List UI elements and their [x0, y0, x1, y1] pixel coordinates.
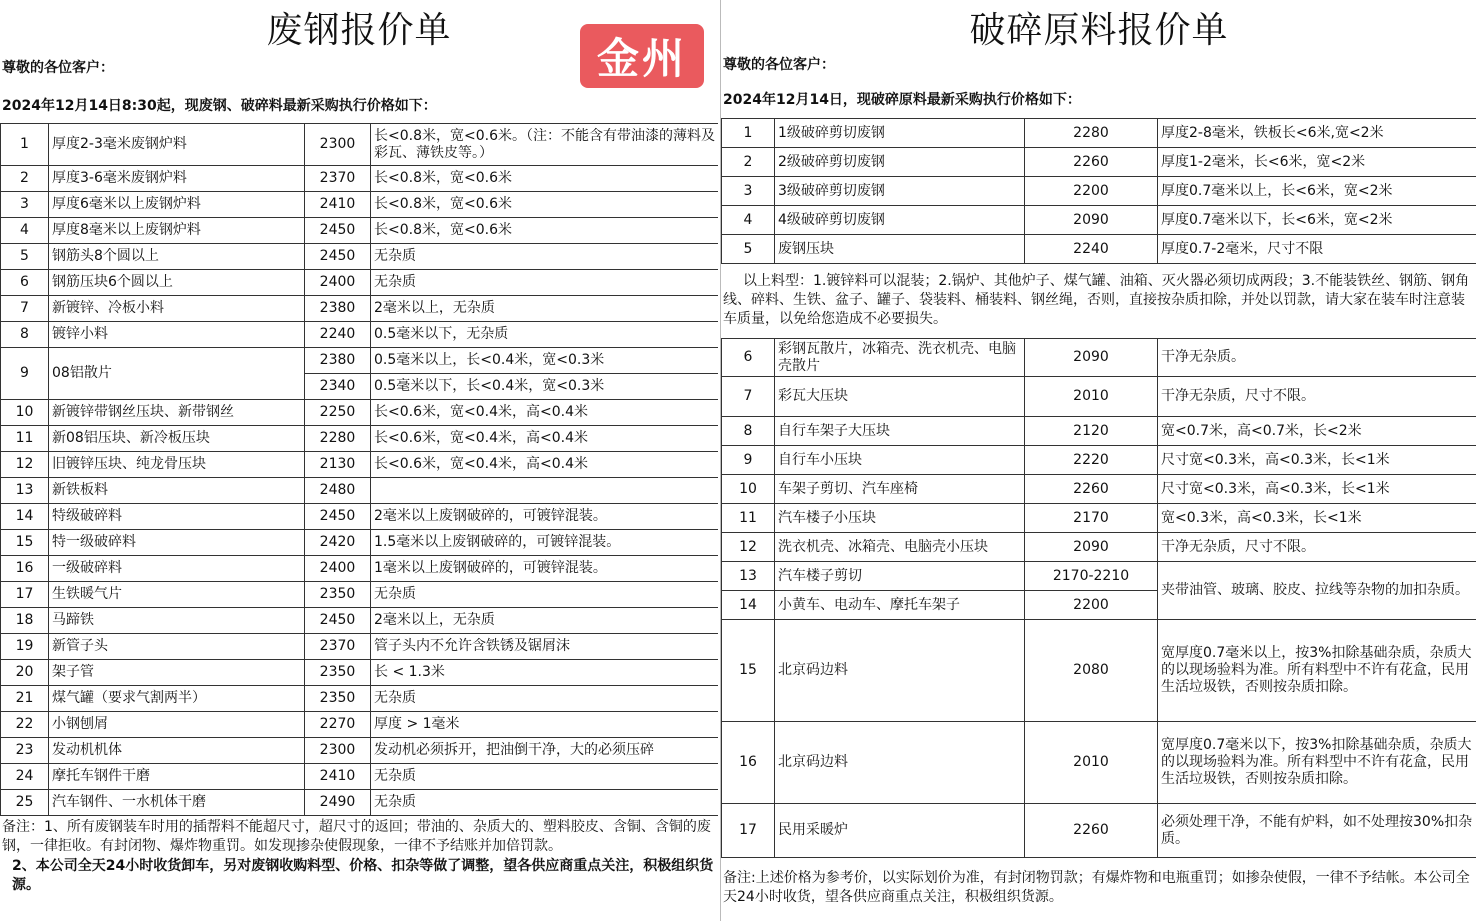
item-spec: 干净无杂质，尺寸不限。 — [1158, 377, 1476, 417]
row-number: 9 — [722, 446, 775, 475]
item-name: 自行车架子大压块 — [775, 417, 1025, 446]
table-row — [722, 339, 1476, 377]
item-name: 架子管 — [49, 660, 305, 686]
row-number: 8 — [722, 417, 775, 446]
row-number: 22 — [1, 712, 49, 738]
item-name: 特级破碎料 — [49, 504, 305, 530]
table-row — [1, 426, 719, 452]
table-row — [722, 475, 1476, 504]
item-price: 2090 — [1025, 339, 1158, 377]
item-spec: 0.5毫米以下，无杂质 — [371, 322, 719, 348]
item-spec: 0.5毫米以上，长<0.4米，宽<0.3米 — [371, 348, 719, 374]
item-name: 小黄车、电动车、摩托车架子 — [775, 591, 1025, 620]
row-number: 5 — [722, 235, 775, 264]
location-badge: 金州 — [580, 24, 704, 88]
row-number: 9 — [1, 348, 49, 400]
price-table-bottom — [721, 338, 1476, 858]
row-number: 7 — [722, 377, 775, 417]
item-spec: 厚度0.7-2毫米，尺寸不限 — [1158, 235, 1476, 264]
item-spec: 无杂质 — [371, 244, 719, 270]
item-name: 钢筋压块6个圆以上 — [49, 270, 305, 296]
item-name: 钢筋头8个圆以上 — [49, 244, 305, 270]
table-row — [1, 296, 719, 322]
item-price: 2130 — [305, 452, 371, 478]
row-number: 12 — [1, 452, 49, 478]
item-price: 2170 — [1025, 504, 1158, 533]
item-spec: 厚度1-2毫米，长<6米，宽<2米 — [1158, 148, 1476, 177]
row-number: 8 — [1, 322, 49, 348]
sheet-title: 破碎原料报价单 — [969, 10, 1229, 51]
row-number: 3 — [1, 192, 49, 218]
table-row — [1, 530, 719, 556]
row-number: 15 — [1, 530, 49, 556]
item-price: 2240 — [305, 322, 371, 348]
table-row — [722, 562, 1476, 591]
crushed-material-price-sheet — [720, 0, 1476, 921]
row-number: 5 — [1, 244, 49, 270]
item-name: 新镀锌带钢丝压块、新带钢丝 — [49, 400, 305, 426]
table-row — [1, 738, 719, 764]
item-price: 2200 — [1025, 177, 1158, 206]
item-spec: 1.5毫米以上废钢破碎的，可镀锌混装。 — [371, 530, 719, 556]
row-number: 2 — [722, 148, 775, 177]
item-name: 厚度3-6毫米废钢炉料 — [49, 166, 305, 192]
item-spec: 2毫米以上废钢破碎的，可镀锌混装。 — [371, 504, 719, 530]
item-spec — [371, 478, 719, 504]
item-spec: 发动机必须拆开，把油倒干净，大的必须压碎 — [371, 738, 719, 764]
item-name: 小钢刨屑 — [49, 712, 305, 738]
item-spec: 尺寸宽<0.3米，高<0.3米，长<1米 — [1158, 446, 1476, 475]
row-number: 1 — [722, 119, 775, 148]
item-name: 汽车钢件、一水机体干磨 — [49, 790, 305, 816]
price-table-top — [721, 118, 1476, 264]
item-name: 4级破碎剪切废钢 — [775, 206, 1025, 235]
table-row — [1, 634, 719, 660]
item-name: 彩钢瓦散片，冰箱壳、洗衣机壳、电脑壳散片 — [775, 339, 1025, 377]
item-spec: 管子头内不允许含铁锈及锯屑沫 — [371, 634, 719, 660]
item-name: 新铁板料 — [49, 478, 305, 504]
item-price: 2450 — [305, 218, 371, 244]
item-name: 2级破碎剪切废钢 — [775, 148, 1025, 177]
item-spec: 2毫米以上，无杂质 — [371, 608, 719, 634]
table-row — [1, 400, 719, 426]
table-row — [1, 712, 719, 738]
greeting: 尊敬的各位客户： — [723, 57, 835, 73]
item-spec: 尺寸宽<0.3米，高<0.3米，长<1米 — [1158, 475, 1476, 504]
item-name: 新镀锌、冷板小料 — [49, 296, 305, 322]
table-row — [722, 119, 1476, 148]
item-spec: 厚度0.7毫米以下，长<6米，宽<2米 — [1158, 206, 1476, 235]
item-name: 厚度6毫米以上废钢炉料 — [49, 192, 305, 218]
item-spec: 宽<0.3米，高<0.3米，长<1米 — [1158, 504, 1476, 533]
item-price: 2350 — [305, 582, 371, 608]
remark-1: 备注：1、所有废钢装车时用的插帮料不能超尺寸，超尺寸的返回；带油的、杂质大的、塑料胶皮、含铜、含铜的废钢，一律拒收。有封闭物、爆炸物重罚。如发现掺杂使假现象，一律不予结账并加倍罚款。 — [2, 819, 711, 854]
item-spec: 长<0.6米，宽<0.4米，高<0.4米 — [371, 426, 719, 452]
item-price: 2300 — [305, 738, 371, 764]
item-price: 2450 — [305, 608, 371, 634]
row-number: 10 — [1, 400, 49, 426]
item-price: 2280 — [305, 426, 371, 452]
item-name: 汽车楼子小压块 — [775, 504, 1025, 533]
item-name: 北京码边料 — [775, 722, 1025, 804]
item-name: 一级破碎料 — [49, 556, 305, 582]
item-spec: 夹带油管、玻璃、胶皮、拉线等杂物的加扣杂质。 — [1158, 562, 1476, 620]
row-number: 7 — [1, 296, 49, 322]
item-price: 2450 — [305, 504, 371, 530]
row-number: 2 — [1, 166, 49, 192]
item-price: 2480 — [305, 478, 371, 504]
item-price: 2490 — [305, 790, 371, 816]
item-price: 2200 — [1025, 591, 1158, 620]
row-number: 3 — [722, 177, 775, 206]
item-name: 厚度8毫米以上废钢炉料 — [49, 218, 305, 244]
item-name: 1级破碎剪切废钢 — [775, 119, 1025, 148]
item-spec: 长<0.8米，宽<0.6米。（注：不能含有带油漆的薄料及彩瓦、薄铁皮等。） — [371, 124, 719, 166]
item-price: 2170-2210 — [1025, 562, 1158, 591]
table-row — [722, 504, 1476, 533]
item-name: 新管子头 — [49, 634, 305, 660]
item-price: 2260 — [1025, 148, 1158, 177]
table-row — [722, 235, 1476, 264]
item-price: 2380 — [305, 348, 371, 374]
table-row — [722, 804, 1476, 858]
table-row — [1, 764, 719, 790]
item-price: 2090 — [1025, 206, 1158, 235]
item-spec: 无杂质 — [371, 790, 719, 816]
item-name: 3级破碎剪切废钢 — [775, 177, 1025, 206]
item-name: 厚度2-3毫米废钢炉料 — [49, 124, 305, 166]
item-name: 汽车楼子剪切 — [775, 562, 1025, 591]
item-price: 2250 — [305, 400, 371, 426]
item-name: 特一级破碎料 — [49, 530, 305, 556]
item-name: 镀锌小料 — [49, 322, 305, 348]
row-number: 4 — [722, 206, 775, 235]
table-row — [1, 244, 719, 270]
item-price: 2010 — [1025, 722, 1158, 804]
item-name: 北京码边料 — [775, 620, 1025, 722]
row-number: 14 — [1, 504, 49, 530]
item-price: 2450 — [305, 244, 371, 270]
item-price: 2090 — [1025, 533, 1158, 562]
item-price: 2300 — [305, 124, 371, 166]
table-row — [1, 608, 719, 634]
table-row — [1, 452, 719, 478]
item-spec: 长<0.8米，宽<0.6米 — [371, 166, 719, 192]
table-row — [1, 556, 719, 582]
item-spec: 宽厚度0.7毫米以下，按3%扣除基础杂质，杂质大的以现场验料为准。所有料型中不许有花盒，民用生活垃圾铁，否则按杂质扣除。 — [1158, 722, 1476, 804]
table-row — [722, 206, 1476, 235]
sheet-title: 废钢报价单 — [266, 10, 452, 51]
table-row — [722, 417, 1476, 446]
item-name: 新08铝压块、新冷板压块 — [49, 426, 305, 452]
row-number: 25 — [1, 790, 49, 816]
table-row — [722, 148, 1476, 177]
item-spec: 干净无杂质，尺寸不限。 — [1158, 533, 1476, 562]
remarks — [2, 818, 716, 895]
item-price: 2340 — [305, 374, 371, 400]
row-number: 24 — [1, 764, 49, 790]
remark-2: 2、本公司全天24小时收货卸车，另对废钢收购料型、价格、扣杂等做了调整，望各供应商重点关注，积极组织货源。 — [12, 858, 714, 893]
item-name: 旧镀锌压块、纯龙骨压块 — [49, 452, 305, 478]
date-line: 2024年12月14日，现破碎原料最新采购执行价格如下： — [723, 92, 1081, 108]
item-price: 2380 — [305, 296, 371, 322]
item-name: 摩托车钢件干磨 — [49, 764, 305, 790]
material-notes: 以上料型：1.镀锌料可以混装；2.锅炉、其他炉子、煤气罐、油箱、灭火器必须切成两段；3.不能装铁丝、钢筋、钢角线、碎料、生铁、盆子、罐子、袋装料、桶装料、钢丝绳，否则，直接按杂质扣除，并处以罚款，请大家在装车时注意装车质量，以免给您造成不必要损失。 — [723, 273, 1470, 327]
item-name: 洗衣机壳、冰箱壳、电脑壳小压块 — [775, 533, 1025, 562]
table-row — [1, 348, 719, 374]
row-number: 16 — [1, 556, 49, 582]
row-number: 1 — [1, 124, 49, 166]
item-name: 民用采暖炉 — [775, 804, 1025, 858]
item-spec: 长 < 1.3米 — [371, 660, 719, 686]
item-price: 2370 — [305, 634, 371, 660]
table-row — [722, 722, 1476, 804]
table-row — [1, 686, 719, 712]
date-line: 2024年12月14日8:30起，现废钢、破碎料最新采购执行价格如下： — [2, 98, 437, 114]
item-price: 2400 — [305, 556, 371, 582]
row-number: 13 — [722, 562, 775, 591]
row-number: 16 — [722, 722, 775, 804]
scrap-steel-price-sheet — [0, 0, 718, 921]
greeting: 尊敬的各位客户： — [2, 60, 114, 76]
item-name: 生铁暖气片 — [49, 582, 305, 608]
item-name: 废钢压块 — [775, 235, 1025, 264]
item-spec: 0.5毫米以下，长<0.4米，宽<0.3米 — [371, 374, 719, 400]
item-spec: 无杂质 — [371, 582, 719, 608]
table-row — [1, 478, 719, 504]
row-number: 18 — [1, 608, 49, 634]
item-price: 2350 — [305, 660, 371, 686]
item-price: 2240 — [1025, 235, 1158, 264]
item-name: 彩瓦大压块 — [775, 377, 1025, 417]
row-number: 12 — [722, 533, 775, 562]
item-price: 2420 — [305, 530, 371, 556]
item-price: 2370 — [305, 166, 371, 192]
item-spec: 长<0.8米，宽<0.6米 — [371, 218, 719, 244]
item-name: 发动机机体 — [49, 738, 305, 764]
item-price: 2350 — [305, 686, 371, 712]
table-row — [1, 192, 719, 218]
item-spec: 宽<0.7米，高<0.7米，长<2米 — [1158, 417, 1476, 446]
item-spec: 厚度0.7毫米以上，长<6米，宽<2米 — [1158, 177, 1476, 206]
row-number: 14 — [722, 591, 775, 620]
item-price: 2260 — [1025, 475, 1158, 504]
table-row — [1, 218, 719, 244]
table-row — [1, 504, 719, 530]
row-number: 6 — [722, 339, 775, 377]
item-spec: 长<0.8米，宽<0.6米 — [371, 192, 719, 218]
item-spec: 无杂质 — [371, 270, 719, 296]
footer-remark: 备注:上述价格为参考价，以实际划价为准，有封闭物罚款；有爆炸物和电瓶重罚；如掺杂使假，一律不予结帐。本公司全天24小时收货，望各供应商重点关注，积极组织货源。 — [723, 870, 1470, 905]
item-spec: 长<0.6米，宽<0.4米，高<0.4米 — [371, 400, 719, 426]
row-number: 11 — [1, 426, 49, 452]
item-spec: 1毫米以上废钢破碎的，可镀锌混装。 — [371, 556, 719, 582]
table-row — [1, 322, 719, 348]
item-spec: 厚度 > 1毫米 — [371, 712, 719, 738]
table-row — [722, 620, 1476, 722]
item-name: 车架子剪切、汽车座椅 — [775, 475, 1025, 504]
item-price: 2410 — [305, 192, 371, 218]
row-number: 19 — [1, 634, 49, 660]
row-number: 17 — [722, 804, 775, 858]
item-spec: 长<0.6米，宽<0.4米，高<0.4米 — [371, 452, 719, 478]
item-spec: 无杂质 — [371, 764, 719, 790]
item-spec: 无杂质 — [371, 686, 719, 712]
row-number: 23 — [1, 738, 49, 764]
item-name: 马蹄铁 — [49, 608, 305, 634]
item-price: 2080 — [1025, 620, 1158, 722]
row-number: 21 — [1, 686, 49, 712]
item-spec: 干净无杂质。 — [1158, 339, 1476, 377]
item-spec: 厚度2-8毫米，铁板长<6米,宽<2米 — [1158, 119, 1476, 148]
item-name: 煤气罐（要求气割两半） — [49, 686, 305, 712]
price-table — [0, 123, 718, 816]
item-name: 08铝散片 — [49, 348, 305, 400]
row-number: 11 — [722, 504, 775, 533]
item-price: 2120 — [1025, 417, 1158, 446]
item-spec: 必须处理干净，不能有炉料，如不处理按30%扣杂质。 — [1158, 804, 1476, 858]
row-number: 17 — [1, 582, 49, 608]
row-number: 4 — [1, 218, 49, 244]
table-row — [1, 270, 719, 296]
table-row — [722, 177, 1476, 206]
row-number: 15 — [722, 620, 775, 722]
row-number: 6 — [1, 270, 49, 296]
item-price: 2270 — [305, 712, 371, 738]
item-price: 2260 — [1025, 804, 1158, 858]
item-spec: 2毫米以上，无杂质 — [371, 296, 719, 322]
item-spec: 宽厚度0.7毫米以上，按3%扣除基础杂质，杂质大的以现场验料为准。所有料型中不许有花盒，民用生活垃圾铁，否则按杂质扣除。 — [1158, 620, 1476, 722]
table-row — [1, 660, 719, 686]
item-price: 2010 — [1025, 377, 1158, 417]
item-price: 2400 — [305, 270, 371, 296]
table-row — [1, 582, 719, 608]
item-name: 自行车小压块 — [775, 446, 1025, 475]
table-row — [1, 124, 719, 166]
table-row — [1, 166, 719, 192]
table-row — [722, 533, 1476, 562]
table-row — [722, 377, 1476, 417]
table-row — [1, 790, 719, 816]
row-number: 13 — [1, 478, 49, 504]
item-price: 2280 — [1025, 119, 1158, 148]
row-number: 10 — [722, 475, 775, 504]
item-price: 2220 — [1025, 446, 1158, 475]
row-number: 20 — [1, 660, 49, 686]
table-row — [722, 446, 1476, 475]
item-price: 2410 — [305, 764, 371, 790]
